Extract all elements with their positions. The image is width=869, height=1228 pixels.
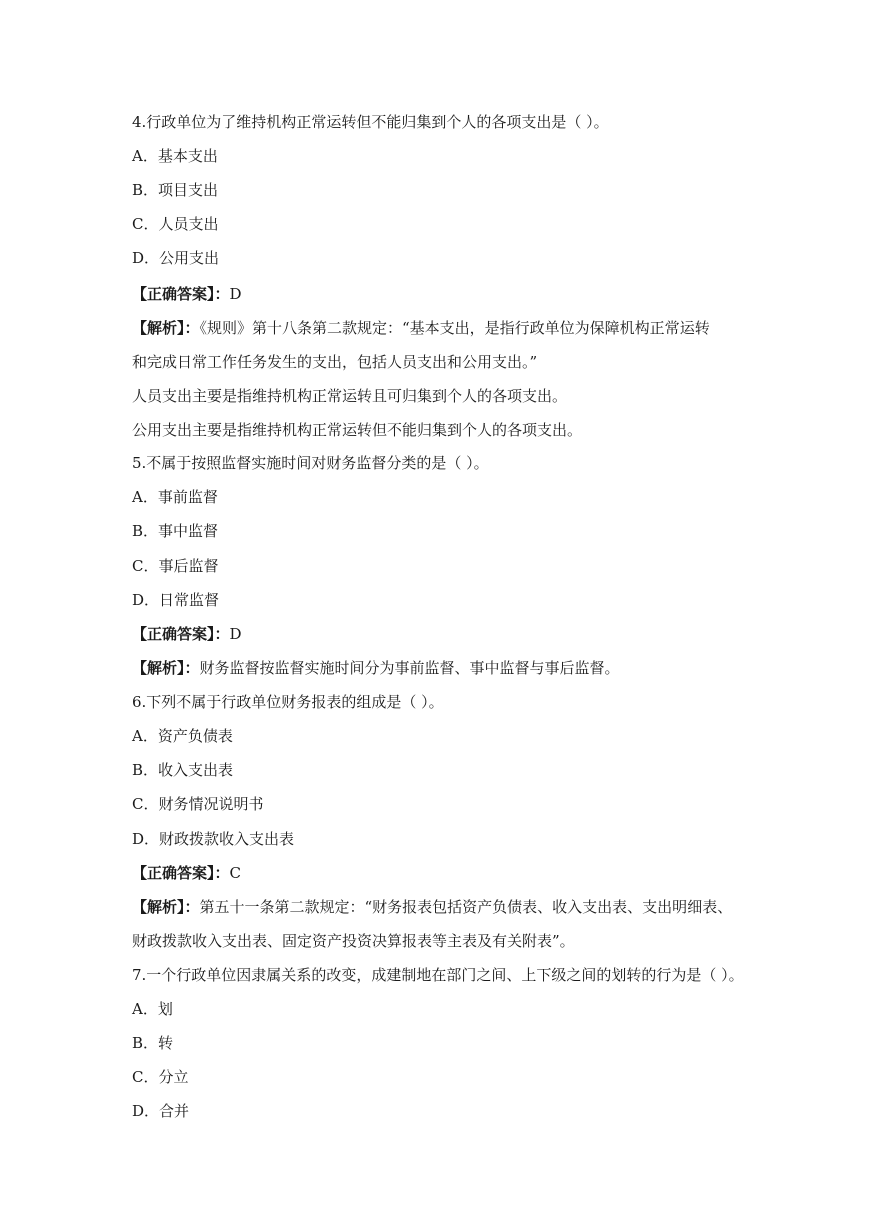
question-4-option-b: B．项目支出 xyxy=(132,181,219,199)
question-4-stem: 4.行政单位为了维持机构正常运转但不能归集到个人的各项支出是（ ）。 xyxy=(132,113,609,131)
question-4-option-d: D．公用支出 xyxy=(132,249,220,267)
analysis-text: 第五十一条第二款规定：“财务报表包括资产负债表、收入支出表、支出明细表、 xyxy=(199,898,733,916)
analysis-text: 《规则》第十八条第二款规定：“基本支出，是指行政单位为保障机构正常运转 xyxy=(199,319,710,337)
analysis-label: 【解析】： xyxy=(132,659,200,677)
question-5-option-c: C．事后监督 xyxy=(132,557,219,575)
question-6-option-a: A．资产负债表 xyxy=(132,727,233,745)
question-7-option-b: B．转 xyxy=(132,1034,174,1052)
question-4-analysis xyxy=(132,318,710,338)
analysis-label: 【解析】： xyxy=(132,898,200,916)
question-5-stem: 5.不属于按照监督实施时间对财务监督分类的是（ ）。 xyxy=(132,454,489,472)
question-4-answer xyxy=(132,284,242,304)
question-5-option-a: A．事前监督 xyxy=(132,488,218,506)
question-6-stem: 6.下列不属于行政单位财务报表的组成是（ ）。 xyxy=(132,693,444,711)
answer-value: C xyxy=(229,864,241,882)
question-4-option-c: C．人员支出 xyxy=(132,215,219,233)
question-7-option-c: C．分立 xyxy=(132,1068,189,1086)
question-7-option-d: D．合并 xyxy=(132,1102,190,1120)
question-4-option-a: A．基本支出 xyxy=(132,147,218,165)
question-7-stem: 7.一个行政单位因隶属关系的改变，成建制地在部门之间、上下级之间的划转的行为是（ ）。 xyxy=(132,966,744,984)
question-6-analysis-line-2: 财政拨款收入支出表、固定资产投资决算报表等主表及有关附表”。 xyxy=(132,932,575,950)
question-6-option-d: D．财政拨款收入支出表 xyxy=(132,830,295,848)
answer-label: 【正确答案】： xyxy=(132,625,230,643)
answer-value: D xyxy=(229,285,242,303)
analysis-text: 财务监督按监督实施时间分为事前监督、事中监督与事后监督。 xyxy=(199,659,620,677)
question-5-answer xyxy=(132,624,242,644)
answer-label: 【正确答案】： xyxy=(132,285,230,303)
question-4-analysis-line-3: 人员支出主要是指维持机构正常运转且可归集到个人的各项支出。 xyxy=(132,387,568,405)
question-4-analysis-line-2: 和完成日常工作任务发生的支出，包括人员支出和公用支出。” xyxy=(132,353,538,371)
answer-value: D xyxy=(229,625,242,643)
question-6-option-b: B．收入支出表 xyxy=(132,761,234,779)
question-6-option-c: C．财务情况说明书 xyxy=(132,795,264,813)
question-6-answer xyxy=(132,863,241,883)
question-6-analysis xyxy=(132,897,732,917)
question-4-analysis-line-4: 公用支出主要是指维持机构正常运转但不能归集到个人的各项支出。 xyxy=(132,421,583,439)
question-5-option-b: B．事中监督 xyxy=(132,522,219,540)
question-5-analysis xyxy=(132,658,620,678)
analysis-label: 【解析】： xyxy=(132,319,200,337)
question-5-option-d: D．日常监督 xyxy=(132,591,220,609)
question-7-option-a: A．划 xyxy=(132,1000,173,1018)
answer-label: 【正确答案】： xyxy=(132,864,230,882)
